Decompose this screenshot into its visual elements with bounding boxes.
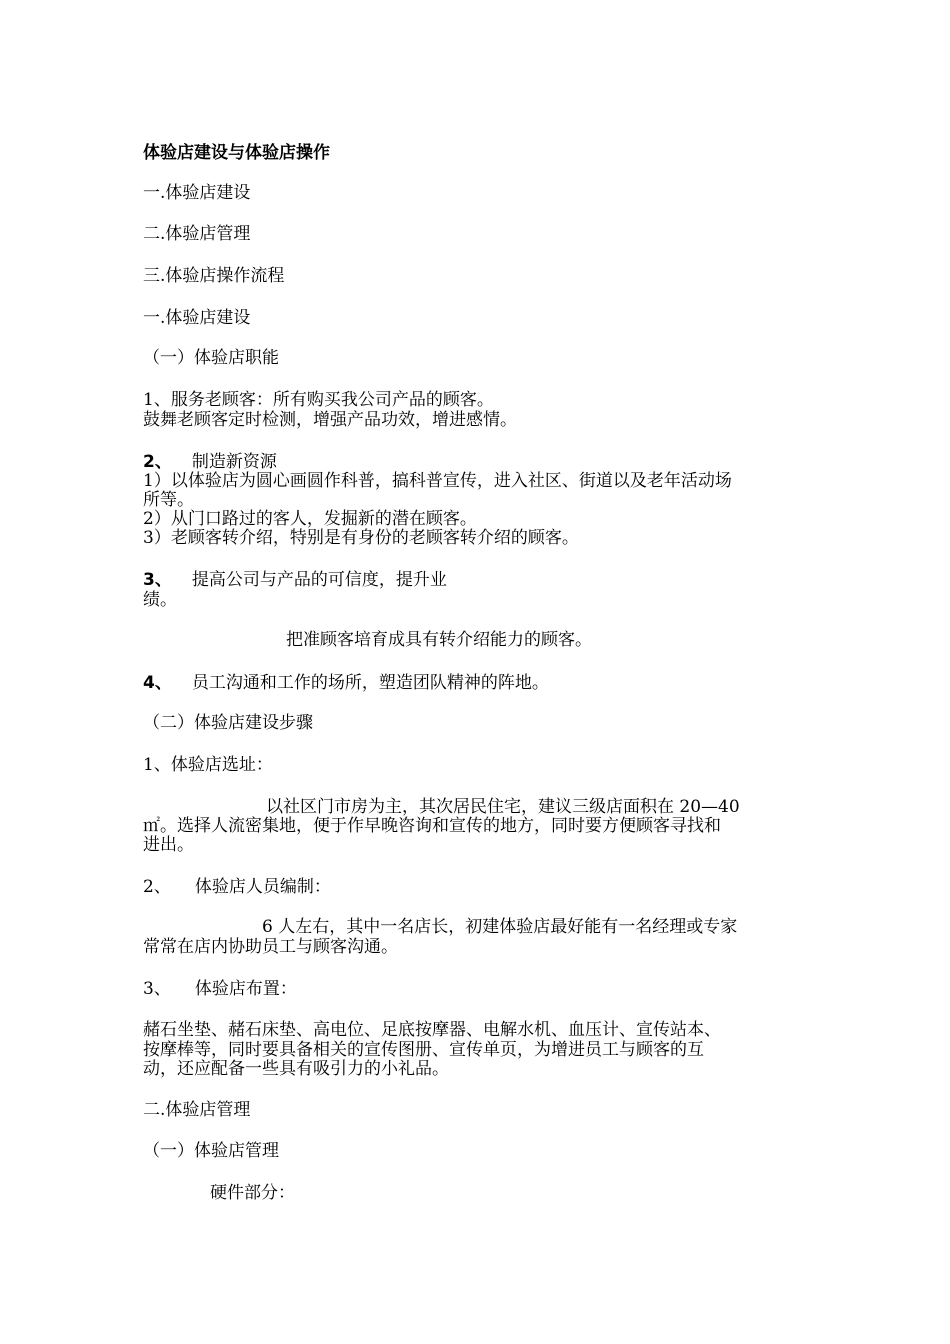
item-2-point-3: 3）老顾客转介绍，特别是有身份的老顾客转介绍的顾客。 bbox=[143, 528, 579, 548]
step-1-line-1: 以社区门市房为主，其次居民住宅，建议三级店面积在 20—40 bbox=[266, 797, 740, 817]
subsection-3-heading: （一）体验店管理 bbox=[143, 1141, 279, 1161]
item-2-point-1-line-2: 所等。 bbox=[143, 490, 194, 510]
item-3-indented-text: 把准顾客培育成具有转介绍能力的顾客。 bbox=[286, 630, 592, 650]
subsection-1-heading: （一）体验店职能 bbox=[143, 348, 279, 368]
step-2-heading-row bbox=[143, 877, 331, 897]
item-2-heading bbox=[143, 452, 277, 472]
item-4-number: 4、 bbox=[143, 673, 172, 693]
item-4-title: 员工沟通和工作的场所，塑造团队精神的阵地。 bbox=[191, 673, 549, 693]
item-2-title: 制造新资源 bbox=[191, 452, 277, 472]
subsection-2-heading: （二）体验店建设步骤 bbox=[143, 713, 313, 733]
step-2-number: 2、 bbox=[143, 877, 171, 897]
step-1-heading: 1、体验店选址： bbox=[143, 755, 273, 775]
step-3-heading-row bbox=[143, 979, 297, 999]
step-3-number: 3、 bbox=[143, 979, 171, 999]
step-2-line-2: 常常在店内协助员工与顾客沟通。 bbox=[143, 937, 398, 957]
item-4-heading bbox=[143, 673, 549, 693]
step-2-line-1: 6 人左右，其中一名店长，初建体验店最好能有一名经理或专家 bbox=[262, 917, 738, 937]
step-1-line-2: ㎡。选择人流密集地，便于作早晚咨询和宣传的地方，同时要方便顾客寻找和 bbox=[143, 816, 721, 836]
step-3-line-1: 赭石坐垫、赭石床垫、高电位、足底按摩器、电解水机、血压计、宣传站本、 bbox=[143, 1020, 721, 1040]
step-3-line-3: 动，还应配备一些具有吸引力的小礼品。 bbox=[143, 1059, 449, 1079]
item-3-continuation: 绩。 bbox=[143, 590, 177, 610]
section-2-heading: 二.体验店管理 bbox=[143, 1100, 251, 1120]
document-title: 体验店建设与体验店操作 bbox=[143, 143, 330, 163]
item-1-line-1: 1、服务老顾客：所有购买我公司产品的顾客。 bbox=[143, 390, 494, 410]
step-2-heading: 体验店人员编制： bbox=[194, 877, 331, 897]
item-2-point-1-line-1: 1）以体验店为圆心画圆作科普，搞科普宣传，进入社区、街道以及老年活动场 bbox=[143, 471, 732, 491]
item-1-line-2: 鼓舞老顾客定时检测，增强产品功效，增进感情。 bbox=[143, 410, 517, 430]
step-1-line-3: 进出。 bbox=[143, 835, 194, 855]
section-1-heading: 一.体验店建设 bbox=[143, 308, 251, 328]
step-3-line-2: 按摩棒等，同时要具备相关的宣传图册、宣传单页，为增进员工与顾客的互 bbox=[143, 1040, 704, 1060]
item-2-point-2: 2）从门口路过的客人，发掘新的潜在顾客。 bbox=[143, 509, 477, 529]
toc-item-1: 一.体验店建设 bbox=[143, 183, 251, 203]
toc-item-3: 三.体验店操作流程 bbox=[143, 266, 285, 286]
item-3-number: 3、 bbox=[143, 570, 172, 590]
hardware-heading: 硬件部分： bbox=[210, 1183, 295, 1203]
item-2-number: 2、 bbox=[143, 452, 172, 472]
toc-item-2: 二.体验店管理 bbox=[143, 224, 251, 244]
item-3-heading bbox=[143, 570, 447, 590]
step-3-heading: 体验店布置： bbox=[194, 979, 297, 999]
item-3-title: 提高公司与产品的可信度，提升业 bbox=[191, 570, 447, 590]
